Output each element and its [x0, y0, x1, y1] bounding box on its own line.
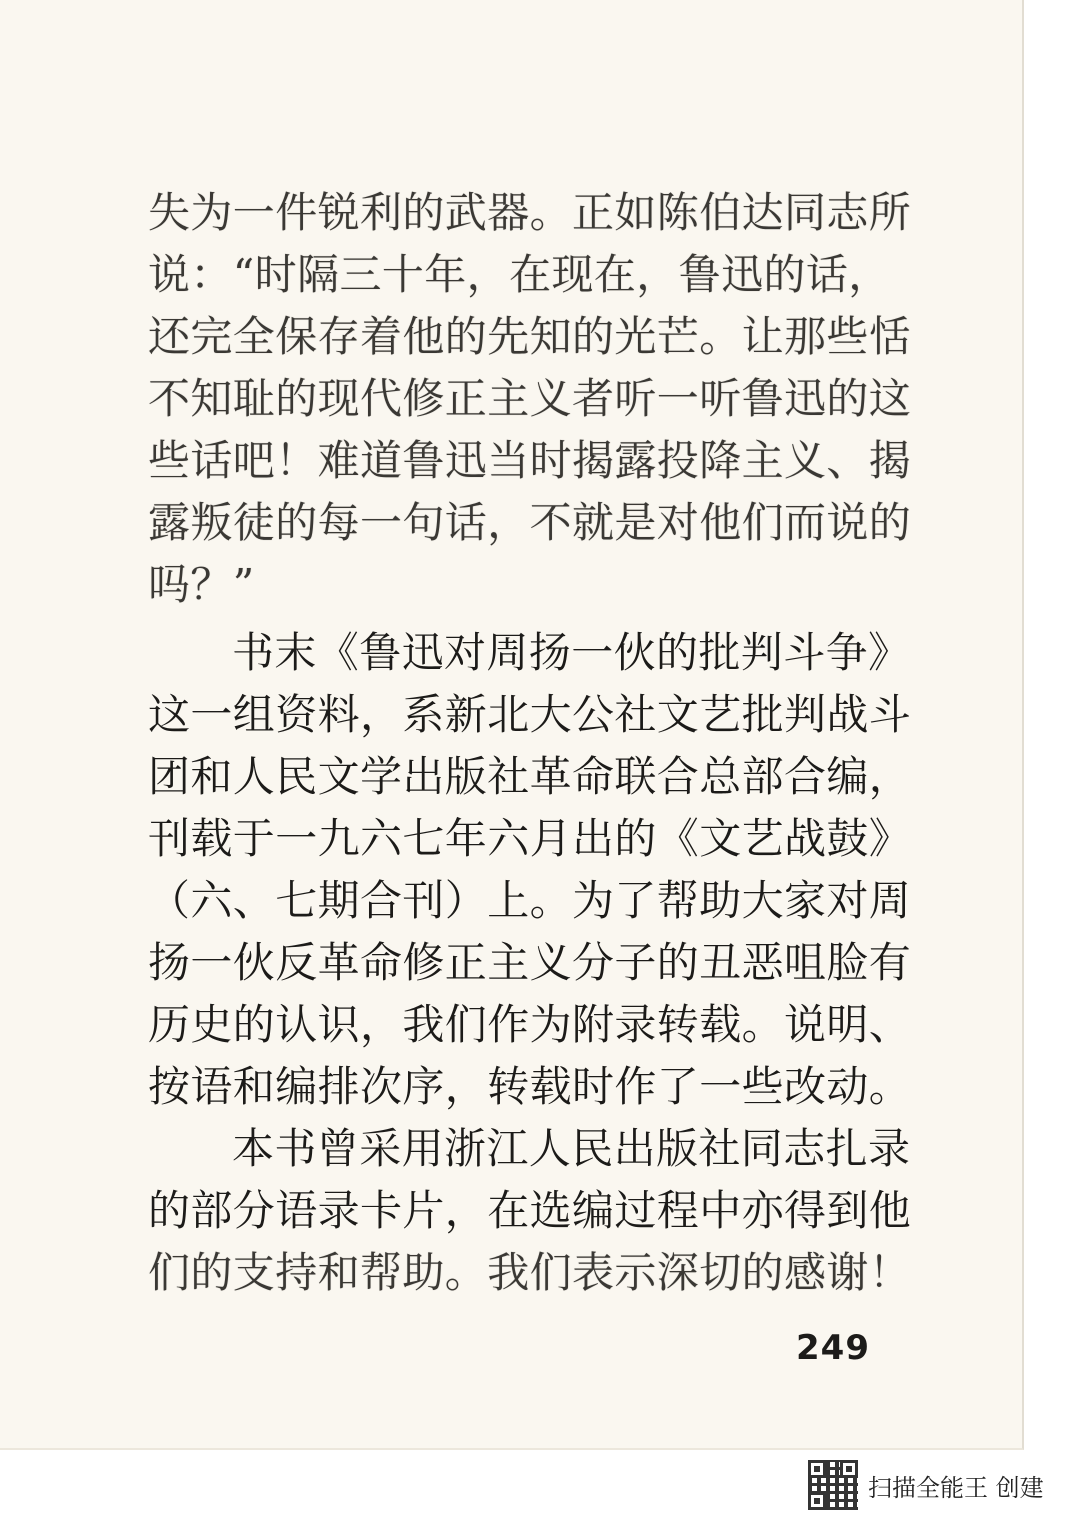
text-line: 不知耻的现代修正主义者听一听鲁迅的这: [148, 374, 912, 423]
text-line: 的部分语录卡片，在选编过程中亦得到他: [148, 1186, 912, 1235]
text-line: 们的支持和帮助。我们表示深切的感谢！: [148, 1248, 912, 1297]
text-line: （六、七期合刊）上。为了帮助大家对周: [148, 876, 912, 925]
text-line: 吗？”: [148, 560, 255, 609]
scanner-watermark: [808, 1460, 1044, 1510]
text-line: 这一组资料，系新北大公社文艺批判战斗: [148, 690, 912, 739]
text-line: 书末《鲁迅对周扬一伙的批判斗争》: [232, 628, 911, 677]
text-line: 本书曾采用浙江人民出版社同志扎录: [232, 1124, 911, 1173]
text-line: 按语和编排次序，转载时作了一些改动。: [148, 1062, 912, 1111]
text-line: 失为一件锐利的武器。正如陈伯达同志所: [148, 188, 912, 237]
text-line: 露叛徒的每一句话，不就是对他们而说的: [148, 498, 912, 547]
text-line: 些话吧！难道鲁迅当时揭露投降主义、揭: [148, 436, 912, 485]
text-line: 还完全保存着他的先知的光芒。让那些恬: [148, 312, 912, 361]
qr-code-icon: [808, 1460, 858, 1510]
page-number: 249: [796, 1328, 870, 1368]
text-line: 刊载于一九六七年六月出的《文艺战鼓》: [148, 814, 912, 863]
text-line: 说：“时隔三十年，在现在，鲁迅的话，: [148, 250, 891, 299]
text-line: 团和人民文学出版社革命联合总部合编，: [148, 752, 912, 801]
watermark-text: 扫描全能王 创建: [868, 1473, 1044, 1502]
text-line: 历史的认识，我们作为附录转载。说明、: [148, 1000, 912, 1049]
text-line: 扬一伙反革命修正主义分子的丑恶咀脸有: [148, 938, 912, 987]
